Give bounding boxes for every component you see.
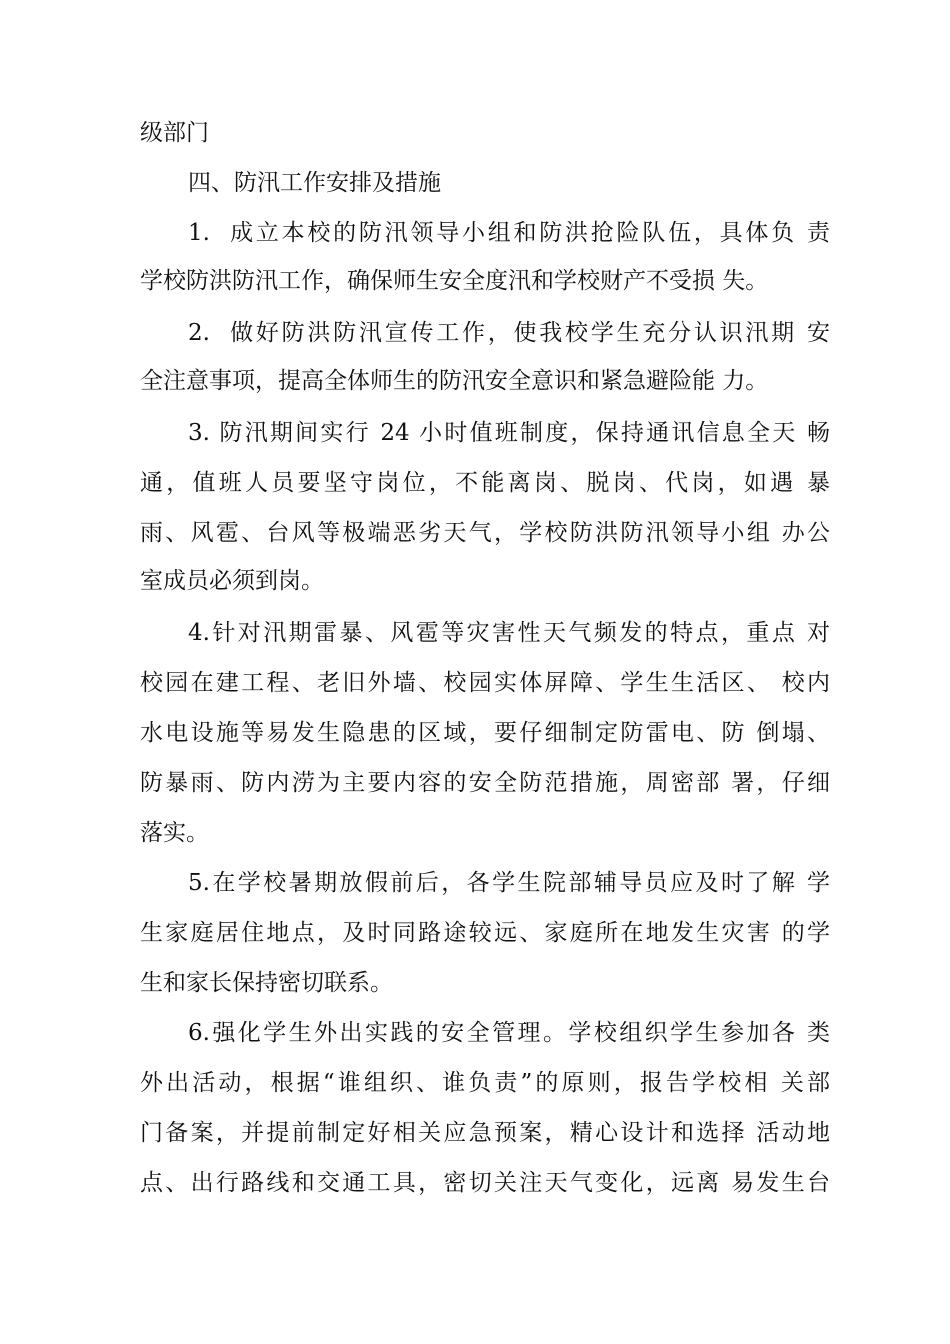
text-line: 3. 防汛期间实行 24 小时值班制度，保持通讯信息全天 畅: [188, 420, 830, 446]
text-line: 雨、风雹、台风等极端恶劣天气，学校防洪防汛领导小组 办公: [140, 520, 830, 546]
text-line: 落实。: [140, 820, 209, 846]
text-line: 2. 做好防洪防汛宣传工作，使我校学生充分认识汛期 安: [188, 320, 830, 346]
text-line: 校园在建工程、老旧外墙、校园实体屏障、学生生活区、 校内: [140, 670, 830, 696]
text-line: 通，值班人员要坚守岗位，不能离岗、脱岗、代岗，如遇 暴: [140, 470, 830, 496]
text-line: 级部门: [140, 120, 209, 146]
text-line: 5.在学校暑期放假前后，各学生院部辅导员应及时了解 学: [188, 870, 830, 896]
section-heading: 四、防汛工作安排及措施: [188, 170, 441, 196]
text-line: 1. 成立本校的防汛领导小组和防洪抢险队伍，具体负 责: [188, 220, 830, 246]
text-line: 6.强化学生外出实践的安全管理。学校组织学生参加各 类: [188, 1020, 830, 1046]
text-line: 点、出行路线和交通工具，密切关注天气变化，远离 易发生台: [140, 1170, 830, 1196]
text-line: 防暴雨、防内涝为主要内容的安全防范措施，周密部 署，仔细: [140, 770, 830, 796]
text-line: 生和家长保持密切联系。: [140, 970, 393, 996]
text-line: 水电设施等易发生隐患的区域，要仔细制定防雷电、防 倒塌、: [140, 720, 830, 746]
text-line: 4.针对汛期雷暴、风雹等灾害性天气频发的特点，重点 对: [188, 620, 830, 646]
text-line: 生家庭居住地点，及时同路途较远、家庭所在地发生灾害 的学: [140, 920, 830, 946]
text-line: 学校防洪防汛工作，确保师生安全度汛和学校财产不受损 失。: [140, 268, 769, 294]
text-line: 全注意事项，提高全体师生的防汛安全意识和紧急避险能 力。: [140, 368, 769, 394]
text-line: 门备案，并提前制定好相关应急预案，精心设计和选择 活动地: [140, 1120, 830, 1146]
text-line: 外出活动，根据“谁组织、谁负责”的原则，报告学校相 关部: [140, 1070, 830, 1096]
text-line: 室成员必须到岗。: [140, 568, 324, 594]
